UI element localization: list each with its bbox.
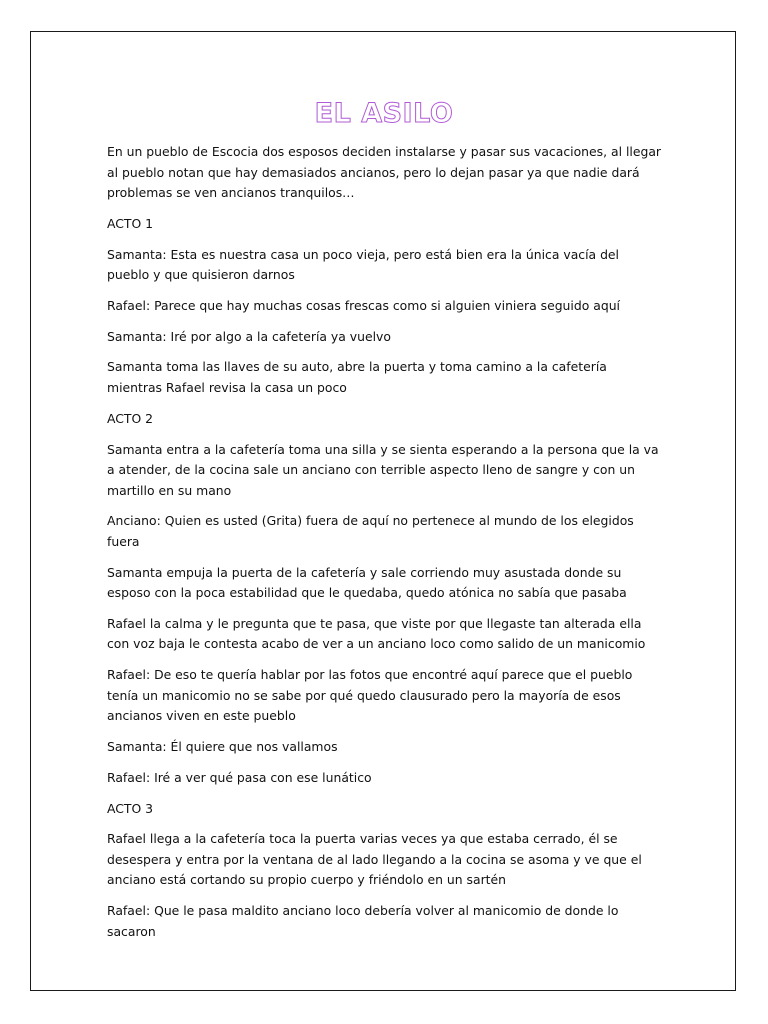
dialogue-line: Rafael: Parece que hay muchas cosas frescas como si alguien viniera seguido aquí bbox=[107, 297, 620, 313]
act-2-heading: ACTO 2 bbox=[107, 410, 154, 426]
narration-paragraph: Samanta empuja la puerta de la cafetería y sale corriendo muy asustada donde su esposo con la poca estabilidad que le quedaba, quedo atónica no sabía que pasaba bbox=[107, 564, 627, 601]
intro-paragraph: En un pueblo de Escocia dos esposos deciden instalarse y pasar sus vacaciones, al llegar al pueblo notan que hay demasiados ancianos, pero lo dejan pasar ya que nadie dará problemas se ven ancianos tranquilos… bbox=[107, 144, 662, 200]
act-1-heading: ACTO 1 bbox=[107, 215, 154, 231]
dialogue-line: Rafael: De eso te quería hablar por las fotos que encontré aquí parece que el pueblo tenía un manicomio no se sabe por qué quedo clausurado pero la mayoría de esos ancianos viven en este pueblo bbox=[107, 667, 633, 724]
act-3-heading: ACTO 3 bbox=[107, 800, 154, 816]
dialogue-line: Rafael: Iré a ver qué pasa con ese lunático bbox=[107, 769, 372, 785]
dialogue-line: Samanta: Esta es nuestra casa un poco vieja, pero está bien era la única vacía del pueblo y que quisieron darnos bbox=[107, 246, 620, 283]
narration-paragraph: Samanta entra a la cafetería toma una silla y se sienta esperando a la persona que la va a atender, de la cocina sale un anciano con terrible aspecto lleno de sangre y con un martillo en su mano bbox=[107, 441, 659, 498]
document-body bbox=[107, 142, 665, 953]
dialogue-line: Samanta: Él quiere que nos vallamos bbox=[107, 739, 338, 755]
narration-paragraph: Rafael llega a la cafetería toca la puerta varias veces ya que estaba cerrado, él se desespera y entra por la ventana de al lado llegando a la cocina se asoma y ve que el anciano está cortando su propio cuerpo y friéndolo en un sartén bbox=[107, 831, 642, 888]
narration-paragraph: Samanta toma las llaves de su auto, abre la puerta y toma camino a la cafetería mientras Rafael revisa la casa un poco bbox=[107, 359, 607, 395]
document-title: EL ASILO bbox=[314, 98, 454, 129]
dialogue-line: Rafael: Que le pasa maldito anciano loco debería volver al manicomio de donde lo sacaron bbox=[107, 903, 619, 939]
dialogue-line: Samanta: Iré por algo a la cafetería ya vuelvo bbox=[107, 328, 391, 344]
narration-paragraph: Rafael la calma y le pregunta que te pasa, que viste por que llegaste tan alterada ella con voz baja le contesta acabo de ver a un anciano loco como salido de un manicomio bbox=[107, 615, 646, 652]
dialogue-line: Anciano: Quien es usted (Grita) fuera de aquí no pertenece al mundo de los elegidos fuera bbox=[107, 513, 634, 549]
